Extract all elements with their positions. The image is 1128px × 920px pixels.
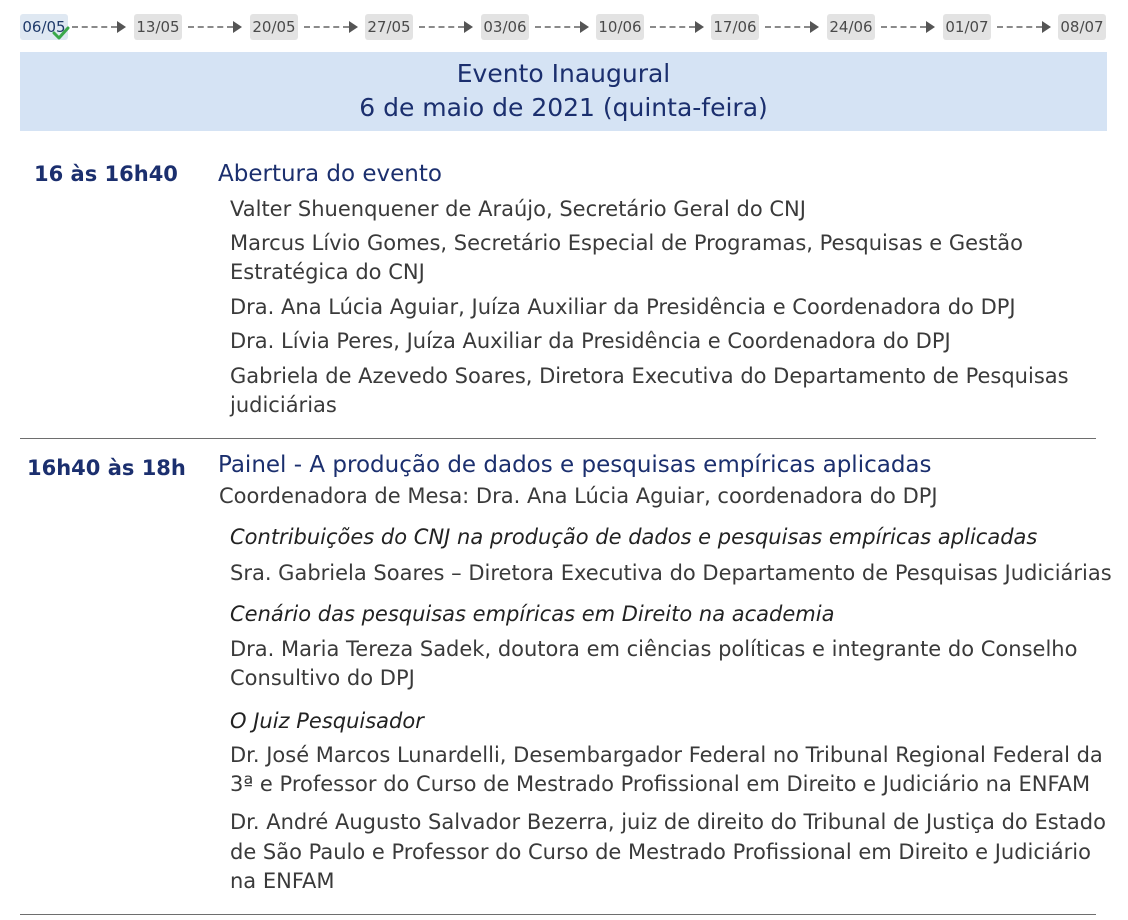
timeline-date-chip[interactable] — [711, 14, 759, 40]
arrow-right-icon — [695, 21, 704, 33]
timeline-date-chip[interactable] — [481, 14, 529, 40]
timeline-date-chip[interactable] — [250, 14, 298, 40]
arrow-right-icon — [926, 21, 935, 33]
speaker-line: judiciárias — [230, 393, 337, 417]
timeline-date-label: 08/07 — [1060, 18, 1104, 36]
timeline-date-label: 06/05 — [22, 18, 66, 36]
date-timeline — [20, 14, 1108, 42]
timeline-connector — [997, 26, 1042, 28]
timeline-date-chip[interactable] — [365, 14, 413, 40]
timeline-date-label: 01/07 — [945, 18, 989, 36]
speaker-line: Consultivo do DPJ — [230, 666, 415, 690]
talk-title: O Juiz Pesquisador — [230, 709, 424, 733]
speaker-line: de São Paulo e Professor do Curso de Mestrado Profissional em Direito e Judiciário — [230, 840, 1091, 864]
event-banner — [20, 52, 1107, 131]
timeline-date-chip[interactable] — [134, 14, 182, 40]
session-time: 16 às 16h40 — [34, 162, 178, 186]
arrow-right-icon — [810, 21, 819, 33]
arrow-right-icon — [580, 21, 589, 33]
timeline-connector — [765, 26, 810, 28]
timeline-connector — [419, 26, 464, 28]
session-title: Painel - A produção de dados e pesquisas empíricas aplicadas — [218, 452, 932, 478]
timeline-date-label: 03/06 — [483, 18, 527, 36]
event-title: Evento Inaugural — [456, 59, 671, 88]
timeline-connector — [535, 26, 580, 28]
timeline-connector — [188, 26, 233, 28]
timeline-date-label: 27/05 — [367, 18, 411, 36]
timeline-date-label: 20/05 — [252, 18, 296, 36]
timeline-connector — [72, 26, 117, 28]
event-date: 6 de maio de 2021 (quinta-feira) — [359, 93, 768, 122]
speaker-line: Marcus Lívio Gomes, Secretário Especial de Programas, Pesquisas e Gestão — [230, 231, 1023, 255]
arrow-right-icon — [464, 21, 473, 33]
timeline-connector — [881, 26, 926, 28]
timeline-date-label: 24/06 — [829, 18, 873, 36]
speaker-line: 3ª e Professor do Curso de Mestrado Profissional em Direito e Judiciário na ENFAM — [230, 772, 1091, 796]
speaker-line: Dr. José Marcos Lunardelli, Desembargador Federal no Tribunal Regional Federal da — [230, 743, 1103, 767]
section-divider — [20, 914, 1096, 915]
speaker-line: Dra. Maria Tereza Sadek, doutora em ciências políticas e integrante do Conselho — [230, 637, 1078, 661]
check-icon — [52, 26, 70, 40]
speaker-line: Dra. Ana Lúcia Aguiar, Juíza Auxiliar da Presidência e Coordenadora do DPJ — [230, 295, 1016, 319]
speaker-line: na ENFAM — [230, 869, 335, 893]
speaker-line: Dr. André Augusto Salvador Bezerra, juiz de direito do Tribunal de Justiça do Estado — [230, 810, 1106, 834]
moderator-line: Coordenadora de Mesa: Dra. Ana Lúcia Aguiar, coordenadora do DPJ — [219, 484, 938, 508]
session-title: Abertura do evento — [218, 161, 442, 187]
timeline-connector — [650, 26, 695, 28]
timeline-date-label: 13/05 — [136, 18, 180, 36]
session-time: 16h40 às 18h — [27, 456, 186, 480]
timeline-date-label: 10/06 — [598, 18, 642, 36]
arrow-right-icon — [233, 21, 242, 33]
timeline-connector — [304, 26, 349, 28]
section-divider — [20, 438, 1096, 439]
speaker-line: Dra. Lívia Peres, Juíza Auxiliar da Presidência e Coordenadora do DPJ — [230, 329, 951, 353]
speaker-line: Sra. Gabriela Soares – Diretora Executiva do Departamento de Pesquisas Judiciárias — [230, 561, 1112, 585]
arrow-right-icon — [117, 21, 126, 33]
speaker-line: Gabriela de Azevedo Soares, Diretora Executiva do Departamento de Pesquisas — [230, 364, 1069, 388]
talk-title: Contribuições do CNJ na produção de dados e pesquisas empíricas aplicadas — [230, 525, 1038, 549]
timeline-date-chip[interactable] — [827, 14, 875, 40]
timeline-date-label: 17/06 — [713, 18, 757, 36]
speaker-line: Valter Shuenquener de Araújo, Secretário Geral do CNJ — [230, 197, 806, 221]
timeline-date-chip[interactable] — [943, 14, 991, 40]
timeline-date-chip[interactable] — [596, 14, 644, 40]
talk-title: Cenário das pesquisas empíricas em Direito na academia — [230, 602, 835, 626]
timeline-date-chip[interactable] — [1058, 14, 1106, 40]
arrow-right-icon — [349, 21, 358, 33]
speaker-line: Estratégica do CNJ — [230, 260, 425, 284]
arrow-right-icon — [1042, 21, 1051, 33]
